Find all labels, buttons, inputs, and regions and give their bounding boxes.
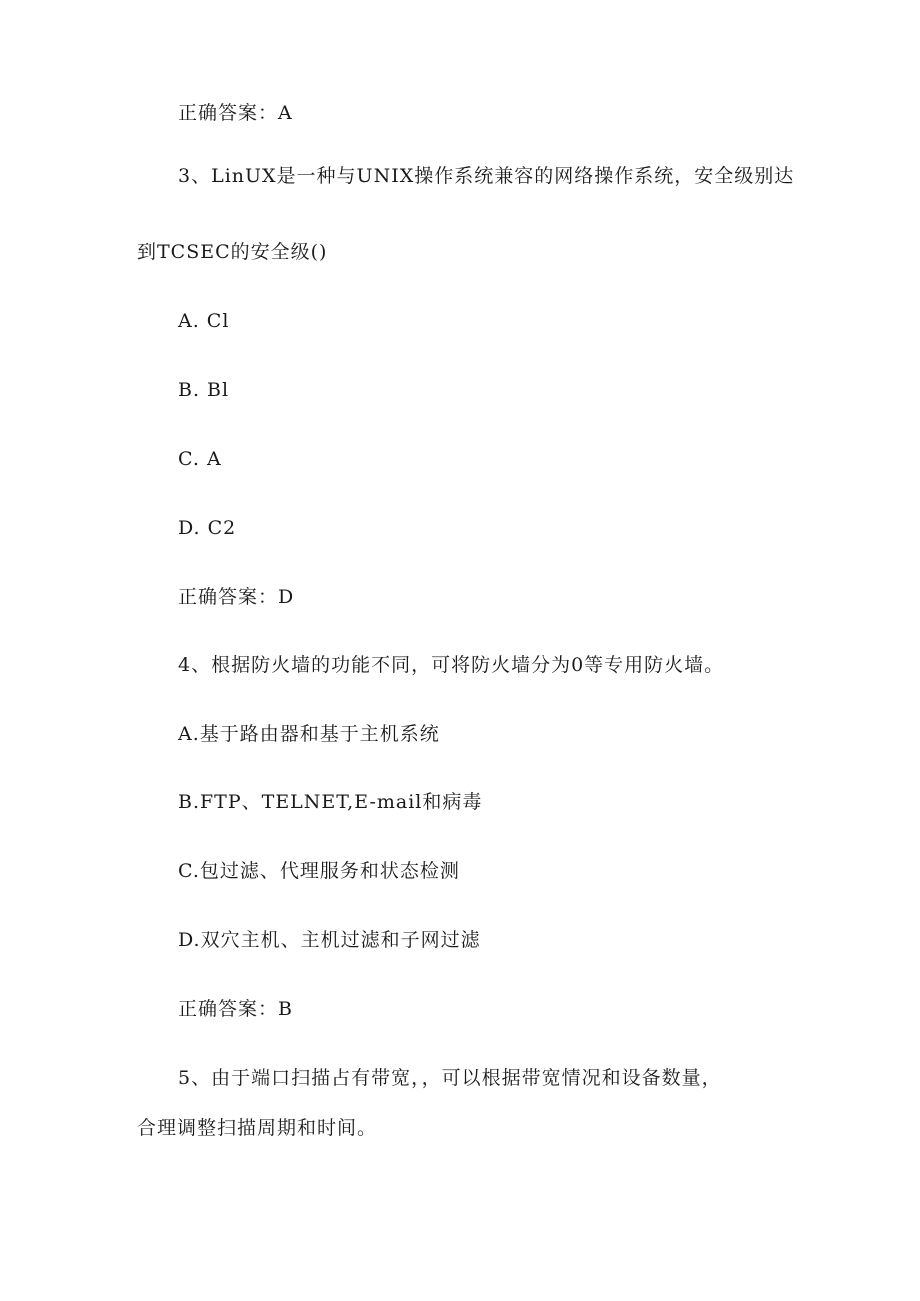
question-3-option-c: C. A [178, 448, 222, 470]
question-4-option-c: C.包过滤、代理服务和状态检测 [178, 860, 460, 882]
question-4-stem: 4、根据防火墙的功能不同，可将防火墙分为0等专用防火墙。 [178, 654, 725, 676]
question-3-option-d: D. C2 [178, 517, 237, 539]
answer-line-q2: 正确答案：A [178, 102, 293, 124]
answer-line-q3: 正确答案：D [178, 586, 295, 608]
question-3-option-b: B. Bl [178, 379, 230, 401]
question-4-option-a: A.基于路由器和基于主机系统 [178, 723, 440, 745]
question-4-option-d: D.双穴主机、主机过滤和子网过滤 [178, 929, 481, 951]
question-3-stem-line-1: 3、LinUX是一种与UNIX操作系统兼容的网络操作系统，安全级别达 [178, 165, 795, 187]
question-4-option-b: B.FTP、TELNET,E-mail和病毒 [178, 791, 483, 813]
question-3-option-a: A. Cl [178, 310, 230, 332]
answer-line-q4: 正确答案：B [178, 998, 293, 1020]
question-5-stem-line-1: 5、由于端口扫描占有带宽，，可以根据带宽情况和设备数量， [178, 1067, 722, 1089]
question-3-stem-line-2: 到TCSEC的安全级() [137, 241, 328, 263]
question-5-stem-line-2: 合理调整扫描周期和时间。 [137, 1117, 378, 1139]
